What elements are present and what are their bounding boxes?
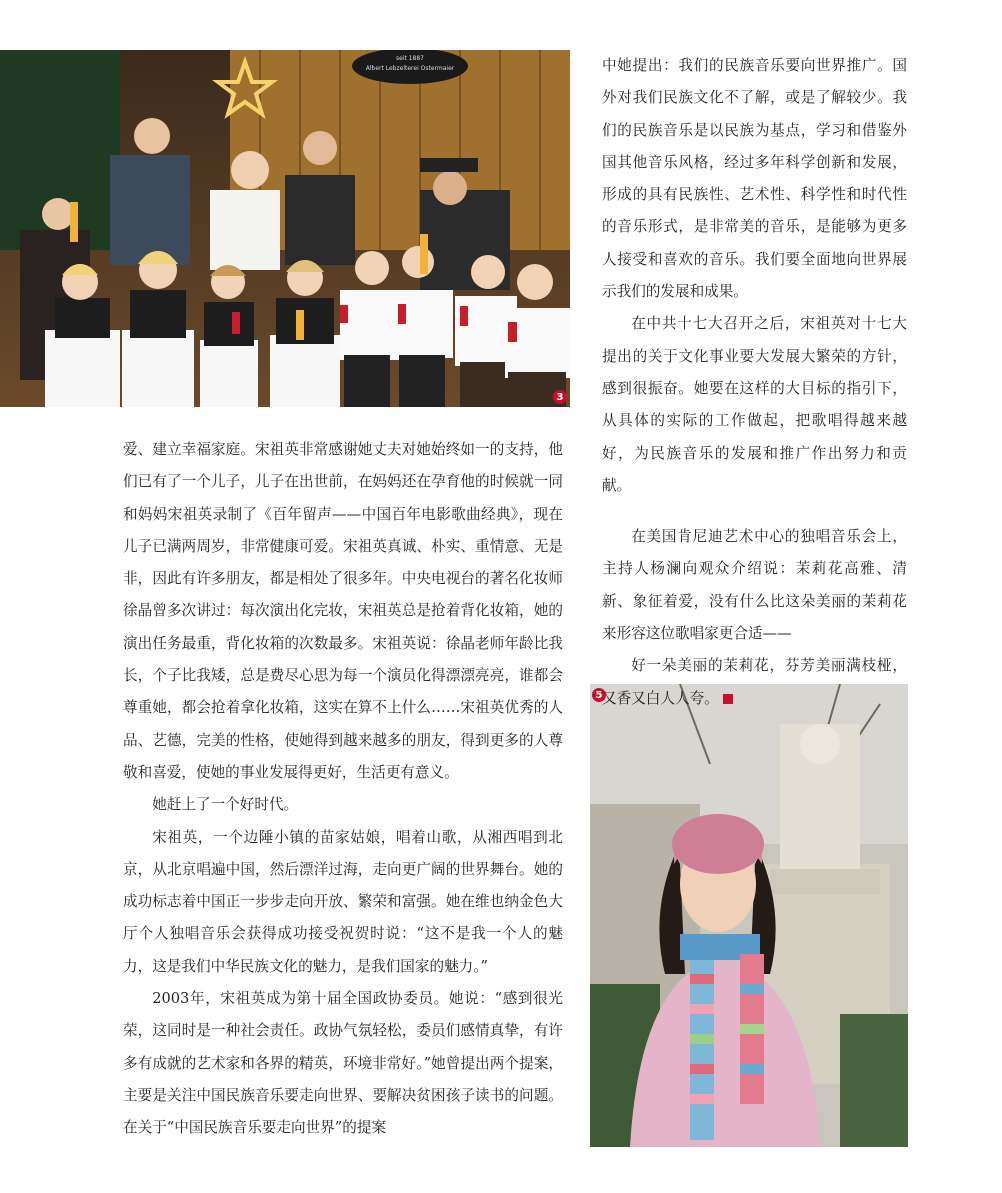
end-mark-icon [723, 694, 733, 704]
paragraph: 在美国肯尼迪艺术中心的独唱音乐会上，主持人杨澜向观众介绍说：茉莉花高雅、清新、象征着爱，没有什么比这朵美丽的茉莉花来形容这位歌唱家更合适—— [602, 528, 907, 643]
paragraph: 宋祖英，一个边陲小镇的苗家姑娘，唱着山歌，从湘西唱到北京，从北京唱遍中国，然后漂洋过海，走向更广阔的世界舞台。她的成功标志着中国正一步步走向开放、繁荣和富强。她在维也纳金色大厅个人独唱音乐会获得成功接受祝贺时说：“这不是我一个人的魅力，这是我们中华民族文化的魅力，是我们国家的魅力。” [123, 828, 563, 975]
paragraph: 她赶上了一个好时代。 [152, 796, 299, 814]
portrait-photo-illustration [590, 684, 908, 1147]
right-text-column [602, 50, 907, 715]
paragraph: 中她提出：我们的民族音乐要向世界推广。国外对我们民族文化不了解，或是了解较少。我们的民族音乐是以民族为基点，学习和借鉴外国其他音乐风格，经过多年科学创新和发展，形成的具有民族性、艺术性、科学性和时代性的音乐形式，是非常美的音乐，是能够为更多人接受和喜欢的音乐。我们要全面地向世界展示我们的发展和成果。 [602, 57, 907, 301]
closing-paragraph [602, 650, 907, 715]
paragraph: 爱、建立幸福家庭。宋祖英非常感谢她丈夫对她始终如一的支持，他们已有了一个儿子，儿子在出世前，在妈妈还在孕育他的时候就一同和妈妈宋祖英录制了《百年留声——中国百年电影歌曲经典》，现在儿子已满两周岁，非常健康可爱。宋祖英真诚、朴实、重情意、无是非，因此有许多朋友，都是相处了很多年。中央电视台的著名化妆师徐晶曾多次讲过：每次演出化完妆，宋祖英总是抢着背化妆箱，她的演出任务最重，背化妆箱的次数最多。宋祖英说：徐晶老师年龄比我长，个子比我矮，总是费尽心思为每一个演员化得漂漂亮亮，谁都会尊重她，都会抢着拿化妆箱，这实在算不上什么……宋祖英优秀的人品、艺德，完美的性格，使她得到越来越多的朋友，得到更多的人尊敬和喜爱，使她的事业发展得更好，生活更有意义。 [123, 441, 563, 781]
paragraph: 2003年，宋祖英成为第十届全国政协委员。她说：“感到很光荣，这同时是一种社会责任。政协气氛轻松，委员们感情真挚，有许多有成就的艺术家和各界的精英，环境非常好。”她曾提出两个提案，主要是关注中国民族音乐要走向世界、要解决贫困孩子读书的问题。在关于“中国民族音乐要走向世界”的提案 [123, 990, 563, 1137]
portrait-photo [590, 684, 908, 1147]
sign-line2: Albert Lebzelterei Ostermaier [365, 65, 455, 72]
sign-line1: seit 1887 [395, 55, 425, 62]
group-photo [0, 50, 570, 407]
photo-number-badge: 3 [553, 390, 567, 404]
paragraph: 在中共十七大召开之后，宋祖英对十七大提出的关于文化事业要大发展大繁荣的方针，感到很振奋。她要在这样的大目标的指引下，从具体的实际的工作做起，把歌唱得越来越好，为民族音乐的发展和推广作出努力和贡献。 [602, 315, 907, 494]
group-photo-illustration [0, 50, 570, 407]
closing-text: 好一朵美丽的茉莉花，芬芳美丽满枝桠，又香又白人人夸。 [602, 657, 907, 707]
left-text-column [123, 434, 563, 1145]
photo-number-badge: 5 [592, 688, 606, 702]
